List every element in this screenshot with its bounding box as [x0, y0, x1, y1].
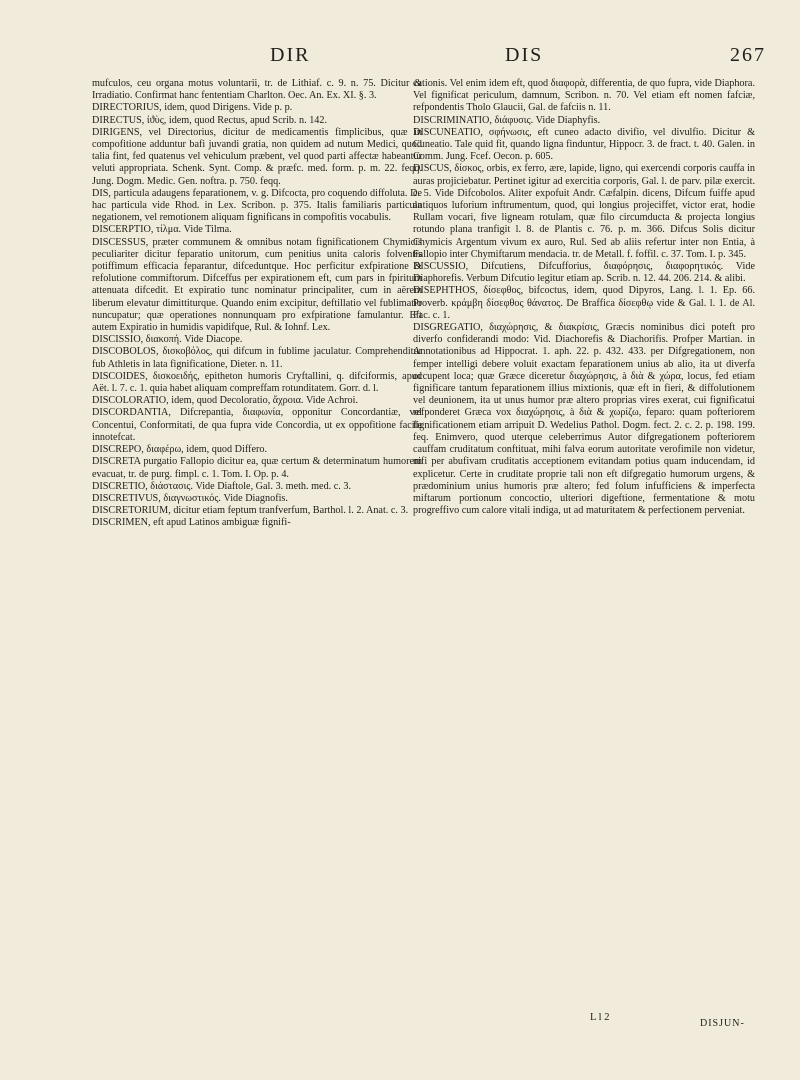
entry: DISCOBOLOS, δισκοβόλος, qui difcum in fublime jaculatur. Comprehenditur fub Athletis in lata fignificatione, Dieter. n. 11.	[92, 346, 422, 370]
header-right-word: DIS	[505, 44, 544, 66]
entry: DISCISSIO, διακοπή. Vide Diacope.	[92, 334, 243, 346]
entry: DISEPHTHOS, δίσεφθος, bifcoctus, idem, quod Dipyros, Lang. l. 1. Ep. 66. Proverb. κράμβη δίσεφθος θάνατος. De Braffica δίσεφθῳ vide & Gal. l. 1. de Al. Fac. c. 1.	[413, 285, 755, 321]
entry: cationis. Vel enim idem eft, quod διαφορὰ, differentia, de quo fupra, vide Diaphora. Vel fignificat periculum, damnum, Scribon. n. 70. Vel etiam eft nomen fafciæ, refpondentis Tholo Glaucii, Gal. de fafciis n. 11.	[413, 78, 755, 114]
entry: DISCRIMEN, eft apud Latinos ambiguæ fignifi-	[92, 517, 291, 529]
entry: DISCRIMINATIO, διάφυσις. Vide Diaphyfis.	[413, 114, 601, 126]
entry: DISCUS, δίσκος, orbis, ex ferro, ære, lapide, ligno, qui exercendi corporis cauffa in auras projiciebatur. Pertinet igitur ad exercitia corporis, Gal. l. de parv. pilæ exercit. c. 5. Vide Difcobolos. Aliter expofuit Andr. Cæfalpin. dicens, Difcum fuiffe apud antiquos luforium inftrumentum, quod, qui longius projeciffet, victor erat, hodie Rullam vocari, five ligneam rotulam, quæ filo circumducta & projecta longius rotundo plana tranfigit l. 8. de Plantis c. 76. p. m. 366. Difcus Solis dicitur Chymicis Argentum vivum ex auro, Rul. Sed ab aliis refertur inter non Entia, à Fallopio inter Chymiftarum mendacia. tr. de Metall. f. foffil. c. 37. Tom. I. p. 345.	[413, 163, 755, 260]
entry: DISCOIDES, δισκοειδής, epitheton humoris Cryftallini, q. difciformis, apud Aët. l. 7. c. 1. quia habet aliquam compreffam rotunditatem. Gorr. d. l.	[92, 370, 422, 395]
entry: DIS, particula adaugens feparationem, v. g. Difcocta, pro coquendo diffoluta. De hac particula vide Rhod. in Lex. Scribon. p. 375. Italis familiaris particula negationem, vel remotionem aliquam fignificans in compofitis vocabulis.	[92, 187, 422, 224]
entry: DISCRETIVUS, διαγνωστικός. Vide Diagnofis.	[92, 492, 288, 504]
entry: DISCERPTIO, τίλμα. Vide Tilma.	[92, 224, 232, 236]
entry: DISCRETA purgatio Fallopio dicitur ea, quæ certum & determinatum humorem evacuat, tr. de purg. fimpl. c. 1. Tom. I. Op. p. 4.	[92, 456, 422, 480]
entry: DIRECTORIUS, idem, quod Dirigens. Vide p. p.	[92, 102, 293, 114]
entry: DISCUSSIO, Difcutiens, Difcufforius, διαφόρησις, διαφορητικός. Vide Diaphorefis. Verbum Difcutio legitur etiam ap. Scrib. n. 12. 44. 206. 214. & alibi.	[413, 261, 755, 285]
running-header	[0, 44, 800, 74]
entry: DISCREPO, διαφέρω, idem, quod Differo.	[92, 444, 267, 456]
right-column	[413, 78, 755, 517]
entry: mufculos, ceu organa motus voluntarii, tr. de Lithiaf. c. 9. n. 75. Dicitur & Irradiatio. Confirmat hanc fententiam Charlton. Oec. An. Ex. XI. §. 3.	[92, 78, 422, 102]
entry: DIRECTUS, ἰϑὺς, idem, quod Rectus, apud Scrib. n. 142.	[92, 114, 328, 126]
entry: DISGREGATIO, διαχώρησις, & διακρίσις, Græcis nominibus dici poteft pro diverfo confiderandi modo: Vid. Diachorefis & Diachorifis. Profper Martian. in Annotationibus ad Hippocrat. 1. aph. 22. p. 432. 433. per Difgregationem, non femper intelligi debere voluit exactam feparationem unius ab alio, ita ut diverfa occupent loca; quæ Græce diceretur διαχώρησις, à διὰ & χώρα, locus, fed etiam fignificare tantum feparationem illius mixtionis, quæ eft in fieri, & diffolutionem vel deunionem, ita ut unus humor præ altero proprias vires exerat, cui fignificatui refponderet Græca vox διαχώρησις, à διὰ & χωρίζω, feparo: quam pofteriorem fignificationem etiam arripuit D. Wedelius Pathol. Dogm. fect. 2. c. 2. p. 198. 199. feq. Enimvero, quod uterque celeberrimus Autor difgregationem pofteriorem cauffam cruditatum conftituat, mihi falva eorum autoritate verofimile non videtur, nifi per abufivam cruditatis acceptionem evitandam potius quam inducendam, id explicetur. Certe in cruditate proprie tali non eft difgregatio humorum urgens, & prædominium unius humoris præ altero; fed folum infufficiens & imperfecta miftarum portionum concoctio, ulteriori digeftione, fermentatione & motu progreffivo cum calore vitali indiga, ut ad maturitatem & perfectionem perveniat.	[413, 322, 755, 517]
signature-mark: L l 2	[590, 1012, 610, 1023]
entry: DISCESSUS, præter communem & omnibus notam fignificationem Chymicis peculiariter dicitur feparatio unitorum, cum penitius unita caloris folventis potiffimum efficacia feparantur, difceduntque. Hoc perficitur exfpiratione & refolutione commiftorum. Difceffus per expirationem eft, cum pars in fpiritum attenuata difcedit. Et expiratio tunc nominatur principaliter, cum in aërem liberum elevatur dimittiturque. Quando enim excipitur, deftillatio vel fublimatio nuncupatur; quæ operationes nonnunquam pro exfpiratione famulantur. Eft autem Expiratio in humidis vapidifque, Rul. & Iohnf. Lex.	[92, 236, 422, 334]
entry: DISCOLORATIO, idem, quod Decoloratio, ἄχροια. Vide Achroi.	[92, 395, 359, 407]
entry: DIRIGENS, vel Directorius, dicitur de medicamentis fimplicibus, quæ in compofitione adduntur bafi juvandi gratia, non quidem ad nutum Medici, quod talia fint, fed quatenus vel vehiculum præbent, vel quod parti affectæ habeantur veluti appropriata. Schenk. Synt. Comp. & præfc. med. form. p. m. 22. feqq. Jung. Dogm. Medic. Gen. noftra. p. 750. feqq.	[92, 126, 422, 187]
left-column	[92, 78, 422, 530]
catchword: DISJUN-	[700, 1018, 745, 1029]
header-left-word: DIR	[270, 44, 311, 66]
entry: DISCUNEATIO, σφήνωσις, eft cuneo adacto divifio, vel divulfio. Dicitur & Cuneatio. Tale quid fit, quando ligna finduntur, Hippocr. 3. de fract. t. 40. Galen. in Comm. Jung. Fcef. Oecon. p. 605.	[413, 126, 755, 163]
entry: DISCRETIO, διάστασις. Vide Diaftole, Gal. 3. meth. med. c. 3.	[92, 480, 352, 492]
page-number: 267	[730, 44, 766, 66]
entry: DISCRETORIUM, dicitur etiam feptum tranfverfum, Barthol. l. 2. Anat. c. 3.	[92, 505, 409, 517]
entry: DISCORDANTIA, Difcrepantia, διαφωνία, opponitur Concordantiæ, vel Concentui, Conformitati, de qua fupra vide Concordia, ut ex oppofitione facile innotefcat.	[92, 407, 422, 443]
